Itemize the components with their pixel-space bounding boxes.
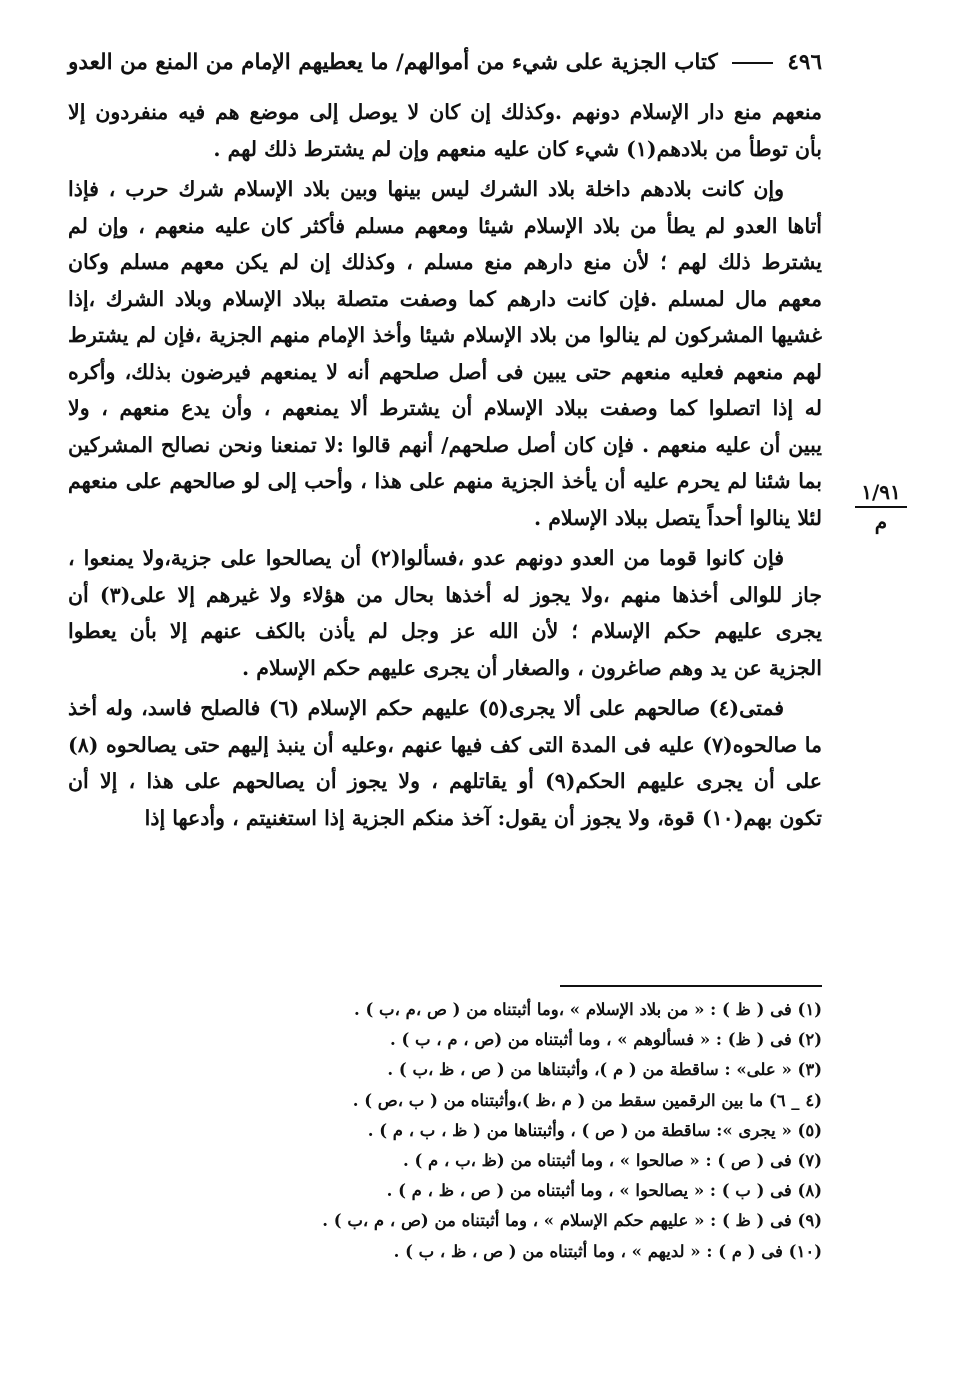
main-text [68, 94, 822, 836]
text-line: لهم منعهم فعليه منعهم حتى يبين فى أصل صلحهم أنه لا يمنعهم فيرضون بذلك، وأكره [68, 359, 822, 384]
footnote: (٤ _ ٦) ما بين الرقمين سقط من ( م ،ظ )،وأثبتناه من ( ب ،ص ) . [352, 1090, 822, 1110]
text-line: معهم مال لمسلم .فإن كانت دارهم كما وصفت متصلة ببلاد الإسلام وبلاد الشرك ،إذا [68, 286, 822, 311]
footnote-separator [560, 985, 822, 987]
footnote: (٢) فى ( ظ) : « فسألوهم » ، وما أثبتناه من (ص ، م ، ب ) . [389, 1030, 822, 1050]
text-line: وإن كانت بلادهم داخلة بلاد الشرك ليس بينها وبين بلاد الإسلام شرك حرب ، فإذا [68, 177, 784, 201]
page-header [68, 50, 822, 75]
running-title: كتاب الجزية على شيء من أموالهم/ ما يعطيهم الإمام من المنع من العدو [68, 50, 718, 75]
text-line: ما صالحوه(٧) عليه فى المدة التى كف فيها عنهم ،وعليه أن ينبذ إليهم حتى يصالحوه (٨) [68, 732, 822, 757]
text-line: له إذا اتصلوا كما وصفت ببلاد الإسلام أن يشترط ألا يمنعهم ، وأن يدع منعهم ، ولا [68, 396, 822, 420]
text-line: جاز للوالى أخذها منهم ،ولا يجوز له أخذها بحال من هؤلاء ولا غيرهم إلا على(٣) أن [68, 582, 822, 607]
paragraph [68, 94, 822, 167]
footnote: (٥) « يجرى »: ساقطة من ( ص ) ، وأثبتناها من ( ظ ، ب ، م ) . [367, 1120, 822, 1140]
footnotes [300, 995, 822, 1267]
footnote: (٣) « على» : ساقطة من ( م )، وأثبتناها من ( ص ، ظ ،ب ) . [387, 1060, 822, 1080]
footnote: (١) فى ( ظ ) : « من بلاد الإسلام » ،وما أثبتناه من ( ص ،م ،ب ) . [354, 1000, 822, 1019]
page-number: ٤٩٦ [787, 50, 822, 75]
footnote: (١٠) فى ( م ) : « لديهم » ، وما أثبتناه من ( ص ، ظ ، ب ) . [393, 1241, 822, 1261]
paragraph [68, 690, 822, 836]
footnote: (٧) فى ( ص ) : « صالحوا » ، وما أثبتناه من (ظ ،ب ، م ) . [403, 1151, 822, 1171]
footnote: (٩) فى ( ظ ) : « عليهم حكم الإسلام » ، وما أثبتناه من (ص ، م ،ب ) . [322, 1211, 822, 1231]
footnote: (٨) فى ( ب ) : « يصالحوا » ، وما أثبتناه من ( ص ، ظ ، م ) . [386, 1181, 822, 1201]
text-line: الجزية عن يد وهم صاغرون ، والصغار أن يجرى عليهم حكم الإسلام . [242, 655, 822, 680]
text-line: تكون بهم(١٠) قوة، ولا يجوز أن يقول: آخذ منكم الجزية إذا استغنيتم ، وأدعها إذا [144, 805, 822, 830]
paragraph [68, 540, 822, 686]
text-line: على أن يجرى عليهم الحكم(٩) أو يقاتلهم ، ولا يجوز أن يصالحهم على هذا ، إلا أن [68, 769, 822, 793]
text-line: لئلا ينالوا أحداً يتصل ببلاد الإسلام . [533, 505, 822, 530]
margin-manuscript-reference [855, 480, 907, 534]
text-line: منعهم منع دار الإسلام دونهم .وكذلك إن كان لا يوصل إلى موضع هم فيه منفردون إلا [68, 100, 822, 124]
text-line: فإن كانوا قوما من العدو دونهم عدو ،فسألوا(٢) أن يصالحوا على جزية،ولا يمنعوا ، [68, 546, 785, 570]
text-line: أتاها العدو لم يطأ من بلاد الإسلام شيئا ومعهم مسلم فأكثر كان عليه منعهم ، وإن لم [68, 213, 822, 238]
paragraph [68, 171, 822, 536]
text-line: بما شئنا لم يحرم عليه أن يأخذ الجزية منهم على هذا ، وأحب إلى لو صالحهم على منعهم [68, 469, 822, 493]
text-line: يجرى عليهم حكم الإسلام ؛ لأن الله عز وجل لم يأذن بالكف عنهم إلا بأن يعطوا [68, 619, 822, 643]
header-dash [732, 62, 774, 64]
text-line: بأن توطأ من بلادهم(١) شيء كان عليه منعهم وإن لم يشترط ذلك لهم . [213, 136, 822, 161]
margin-folio: ١/٩١ [855, 480, 907, 508]
text-line: يشترط ذلك لهم ؛ لأن منع دارهم منع مسلم ، وكذلك إن لم يكن معهم مسلم وكان [68, 250, 822, 274]
margin-siglum: م [874, 510, 888, 534]
text-line: يبين أن عليه منعهم . فإن كان أصل صلحهم/ أنهم قالوا :لا تمنعنا ونحن نصالح المشركين [68, 432, 822, 457]
text-line: فمتى(٤) صالحهم على ألا يجرى(٥) عليهم حكم الإسلام (٦) فالصلح فاسد، وله أخذ [68, 696, 785, 720]
text-line: غشيها المشركون لم ينالوا من بلاد الإسلام شيئا وأخذ الإمام منهم الجزية ،فإن لم يشترط [68, 323, 822, 347]
